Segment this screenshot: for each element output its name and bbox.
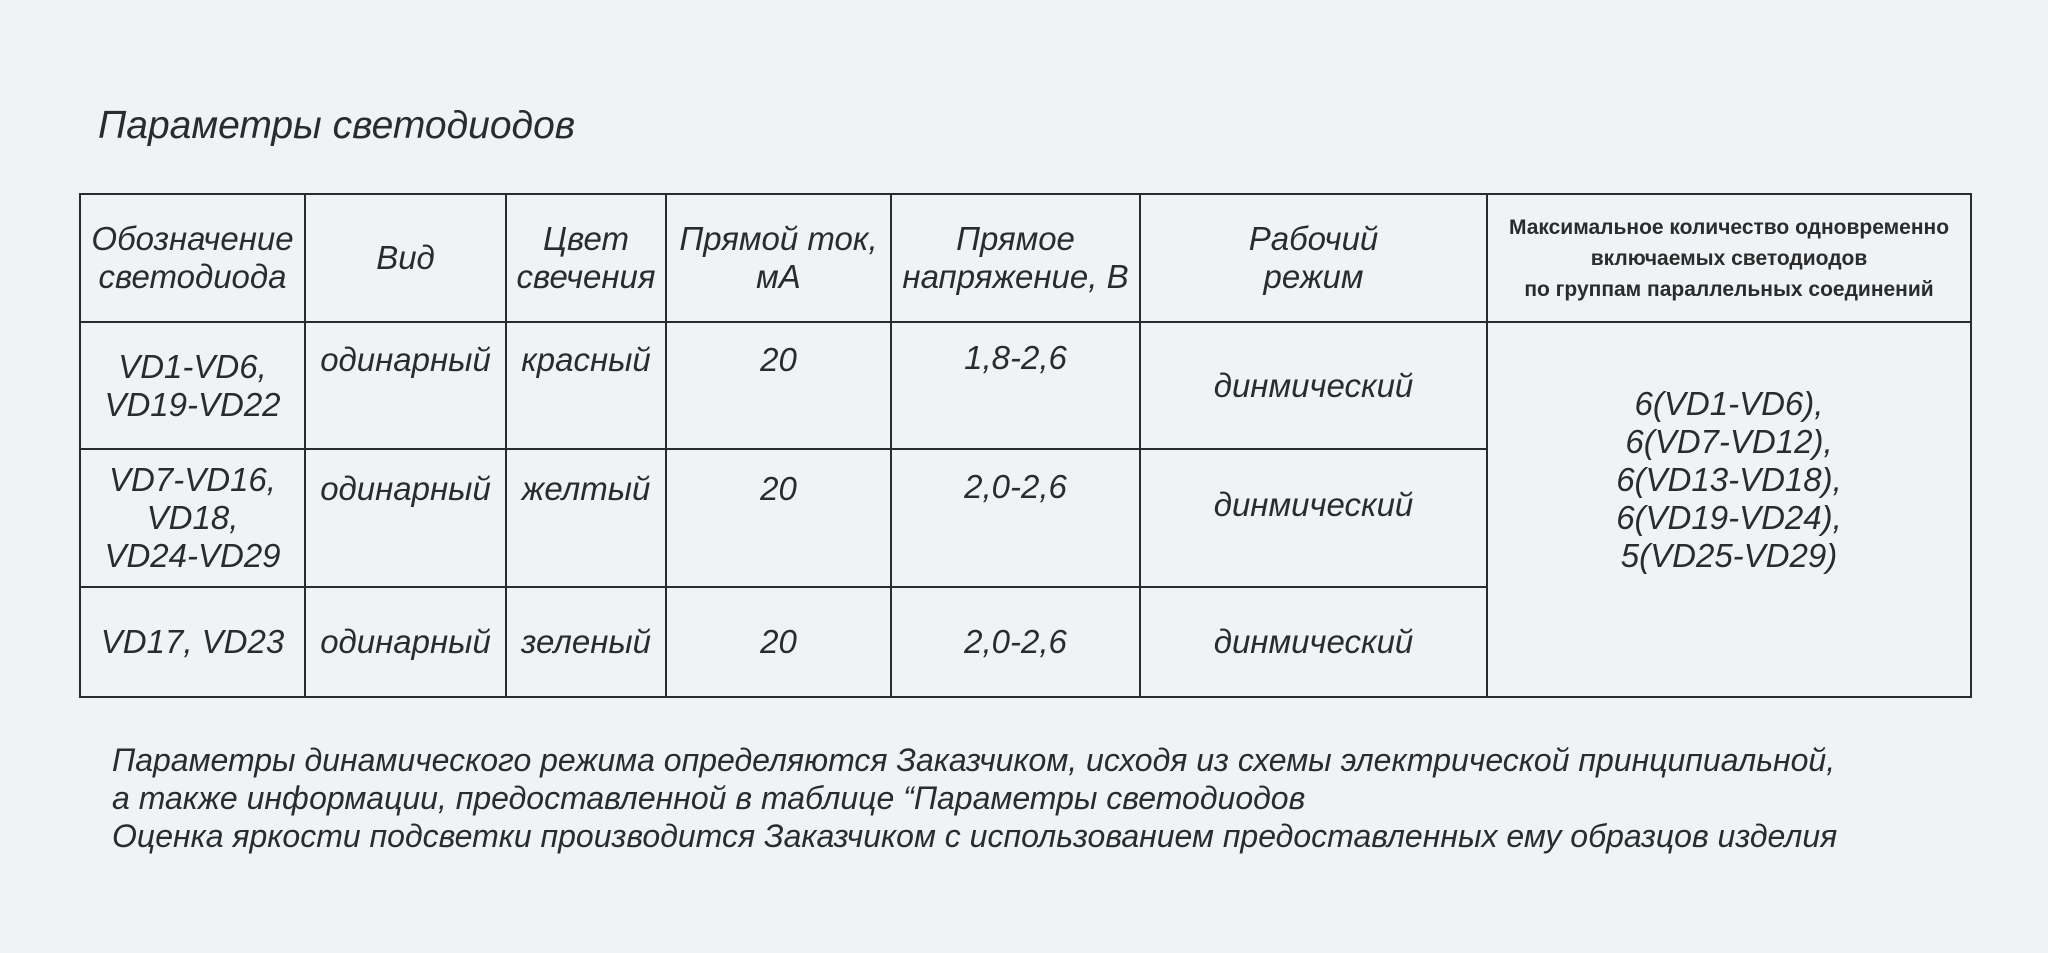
cell-designation: VD1-VD6, VD19-VD22: [80, 322, 305, 449]
header-mode: Рабочий режим: [1140, 194, 1487, 322]
cell-mode: динмический: [1140, 322, 1487, 449]
led-parameters-table: [79, 193, 1972, 698]
cell-designation: VD7-VD16, VD18, VD24-VD29: [80, 449, 305, 587]
cell-color: желтый: [506, 449, 666, 587]
page-title: Параметры светодиодов: [98, 104, 576, 147]
cell-current: 20: [666, 322, 891, 449]
header-type: Вид: [305, 194, 506, 322]
cell-type: одинарный: [305, 587, 506, 697]
cell-voltage: 1,8-2,6: [891, 322, 1140, 449]
table-row: [80, 322, 1971, 449]
note-line: Параметры динамического режима определяются Заказчиком, исходя из схемы электрической принципиальной,: [112, 742, 1836, 778]
table-header-row: [80, 194, 1971, 322]
header-designation: Обозначение светодиода: [80, 194, 305, 322]
cell-designation: VD17, VD23: [80, 587, 305, 697]
cell-current: 20: [666, 587, 891, 697]
cell-color: зеленый: [506, 587, 666, 697]
header-max-count: Максимальное количество одновременно включаемых светодиодов по группам параллельных соединений: [1487, 194, 1971, 322]
cell-type: одинарный: [305, 449, 506, 587]
cell-type: одинарный: [305, 322, 506, 449]
cell-voltage: 2,0-2,6: [891, 449, 1140, 587]
cell-color: красный: [506, 322, 666, 449]
cell-mode: динмический: [1140, 587, 1487, 697]
cell-current: 20: [666, 449, 891, 587]
cell-max-count: 6(VD1-VD6), 6(VD7-VD12), 6(VD13-VD18), 6(VD19-VD24), 5(VD25-VD29): [1487, 322, 1971, 697]
notes-block: [112, 741, 1837, 855]
note-line: а также информации, предоставленной в таблице “Параметры светодиодов: [112, 780, 1306, 816]
note-line: Оценка яркости подсветки производится Заказчиком с использованием предоставленных ему образцов изделия: [112, 818, 1838, 854]
header-voltage: Прямое напряжение, В: [891, 194, 1140, 322]
cell-mode: динмический: [1140, 449, 1487, 587]
header-current: Прямой ток, мА: [666, 194, 891, 322]
cell-voltage: 2,0-2,6: [891, 587, 1140, 697]
header-color: Цвет свечения: [506, 194, 666, 322]
